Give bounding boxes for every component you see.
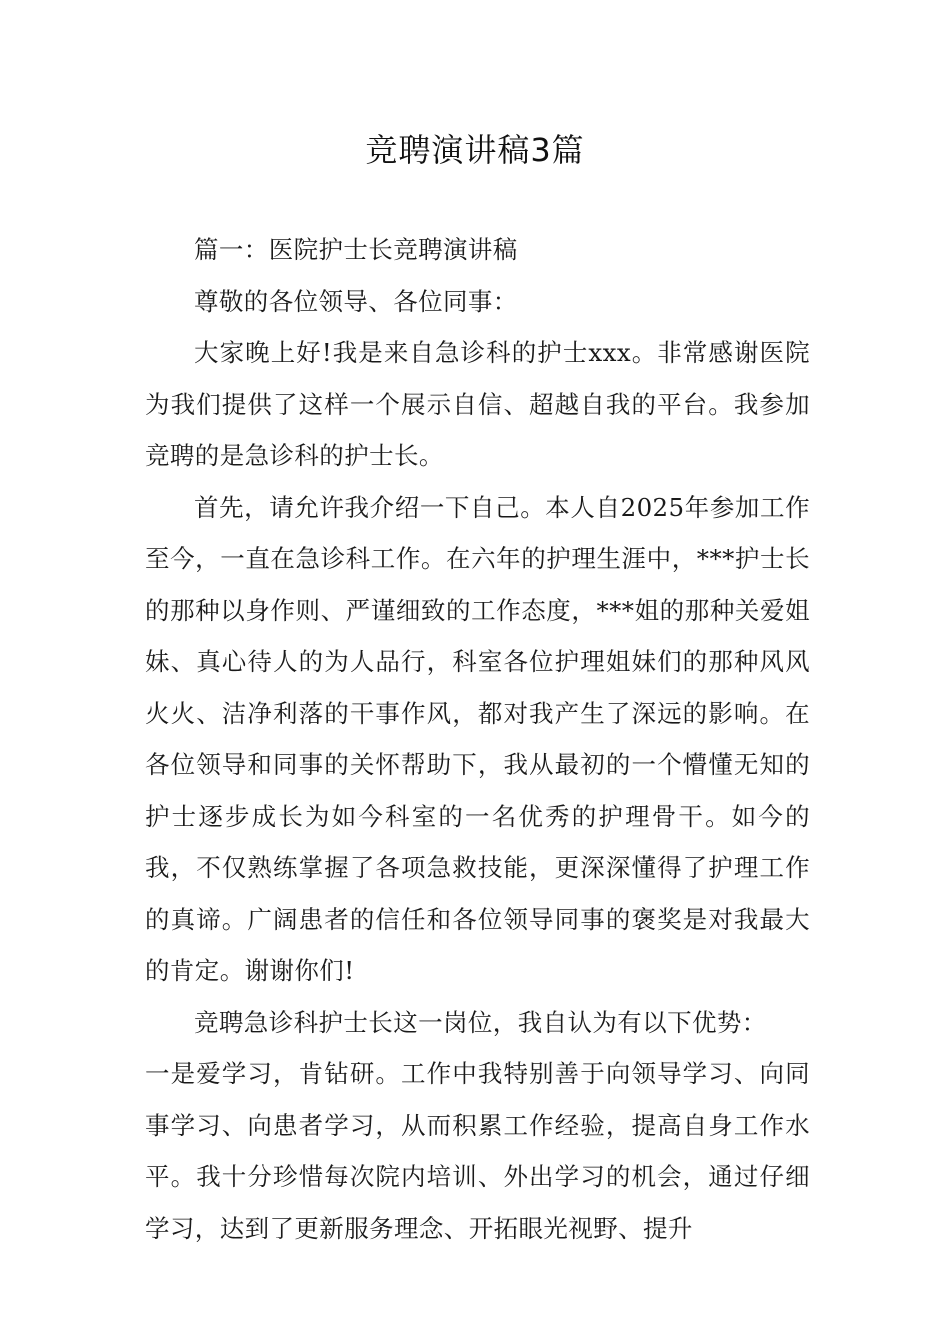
- paragraph-advantages-intro: 竞聘急诊科护士长这一岗位，我自认为有以下优势：: [194, 1007, 767, 1037]
- paragraph-advantage-one: 一是爱学习，肯钻研。工作中我特别善于向领导学习、向同事学习、向患者学习，从而积累工作经验，提高自身工作水平。我十分珍惜每次院内培训、外出学习的机会，通过仔细学习，达到了更新服务理念、开拓眼光视野、提升: [145, 1059, 810, 1243]
- paragraph-introduction: 首先，请允许我介绍一下自己。本人自2025年参加工作至今，一直在急诊科工作。在六年的护理生涯中，***护士长的那种以身作则、严谨细致的工作态度，***姐的那种关爱姐妹、真心待人的为人品行，科室各位护理姐妹们的那种风风火火、洁净利落的干事作风，都对我产生了深远的影响。在各位领导和同事的关怀帮助下，我从最初的一个懵懂无知的护士逐步成长为如今科室的一名优秀的护理骨干。如今的我，不仅熟练掌握了各项急救技能，更深深懂得了护理工作的真谛。广阔患者的信任和各位领导同事的褒奖是对我最大的肯定。谢谢你们!: [145, 492, 810, 985]
- document-title: 竞聘演讲稿3篇: [365, 131, 585, 169]
- document-body: [145, 224, 810, 1254]
- salutation: 尊敬的各位领导、各位同事：: [194, 286, 518, 316]
- paragraph-greeting: 大家晚上好!我是来自急诊科的护士xxx。非常感谢医院为我们提供了这样一个展示自信、超越自我的平台。我参加竞聘的是急诊科的护士长。: [145, 338, 810, 470]
- section-heading: 篇一：医院护士长竞聘演讲稿: [194, 235, 518, 264]
